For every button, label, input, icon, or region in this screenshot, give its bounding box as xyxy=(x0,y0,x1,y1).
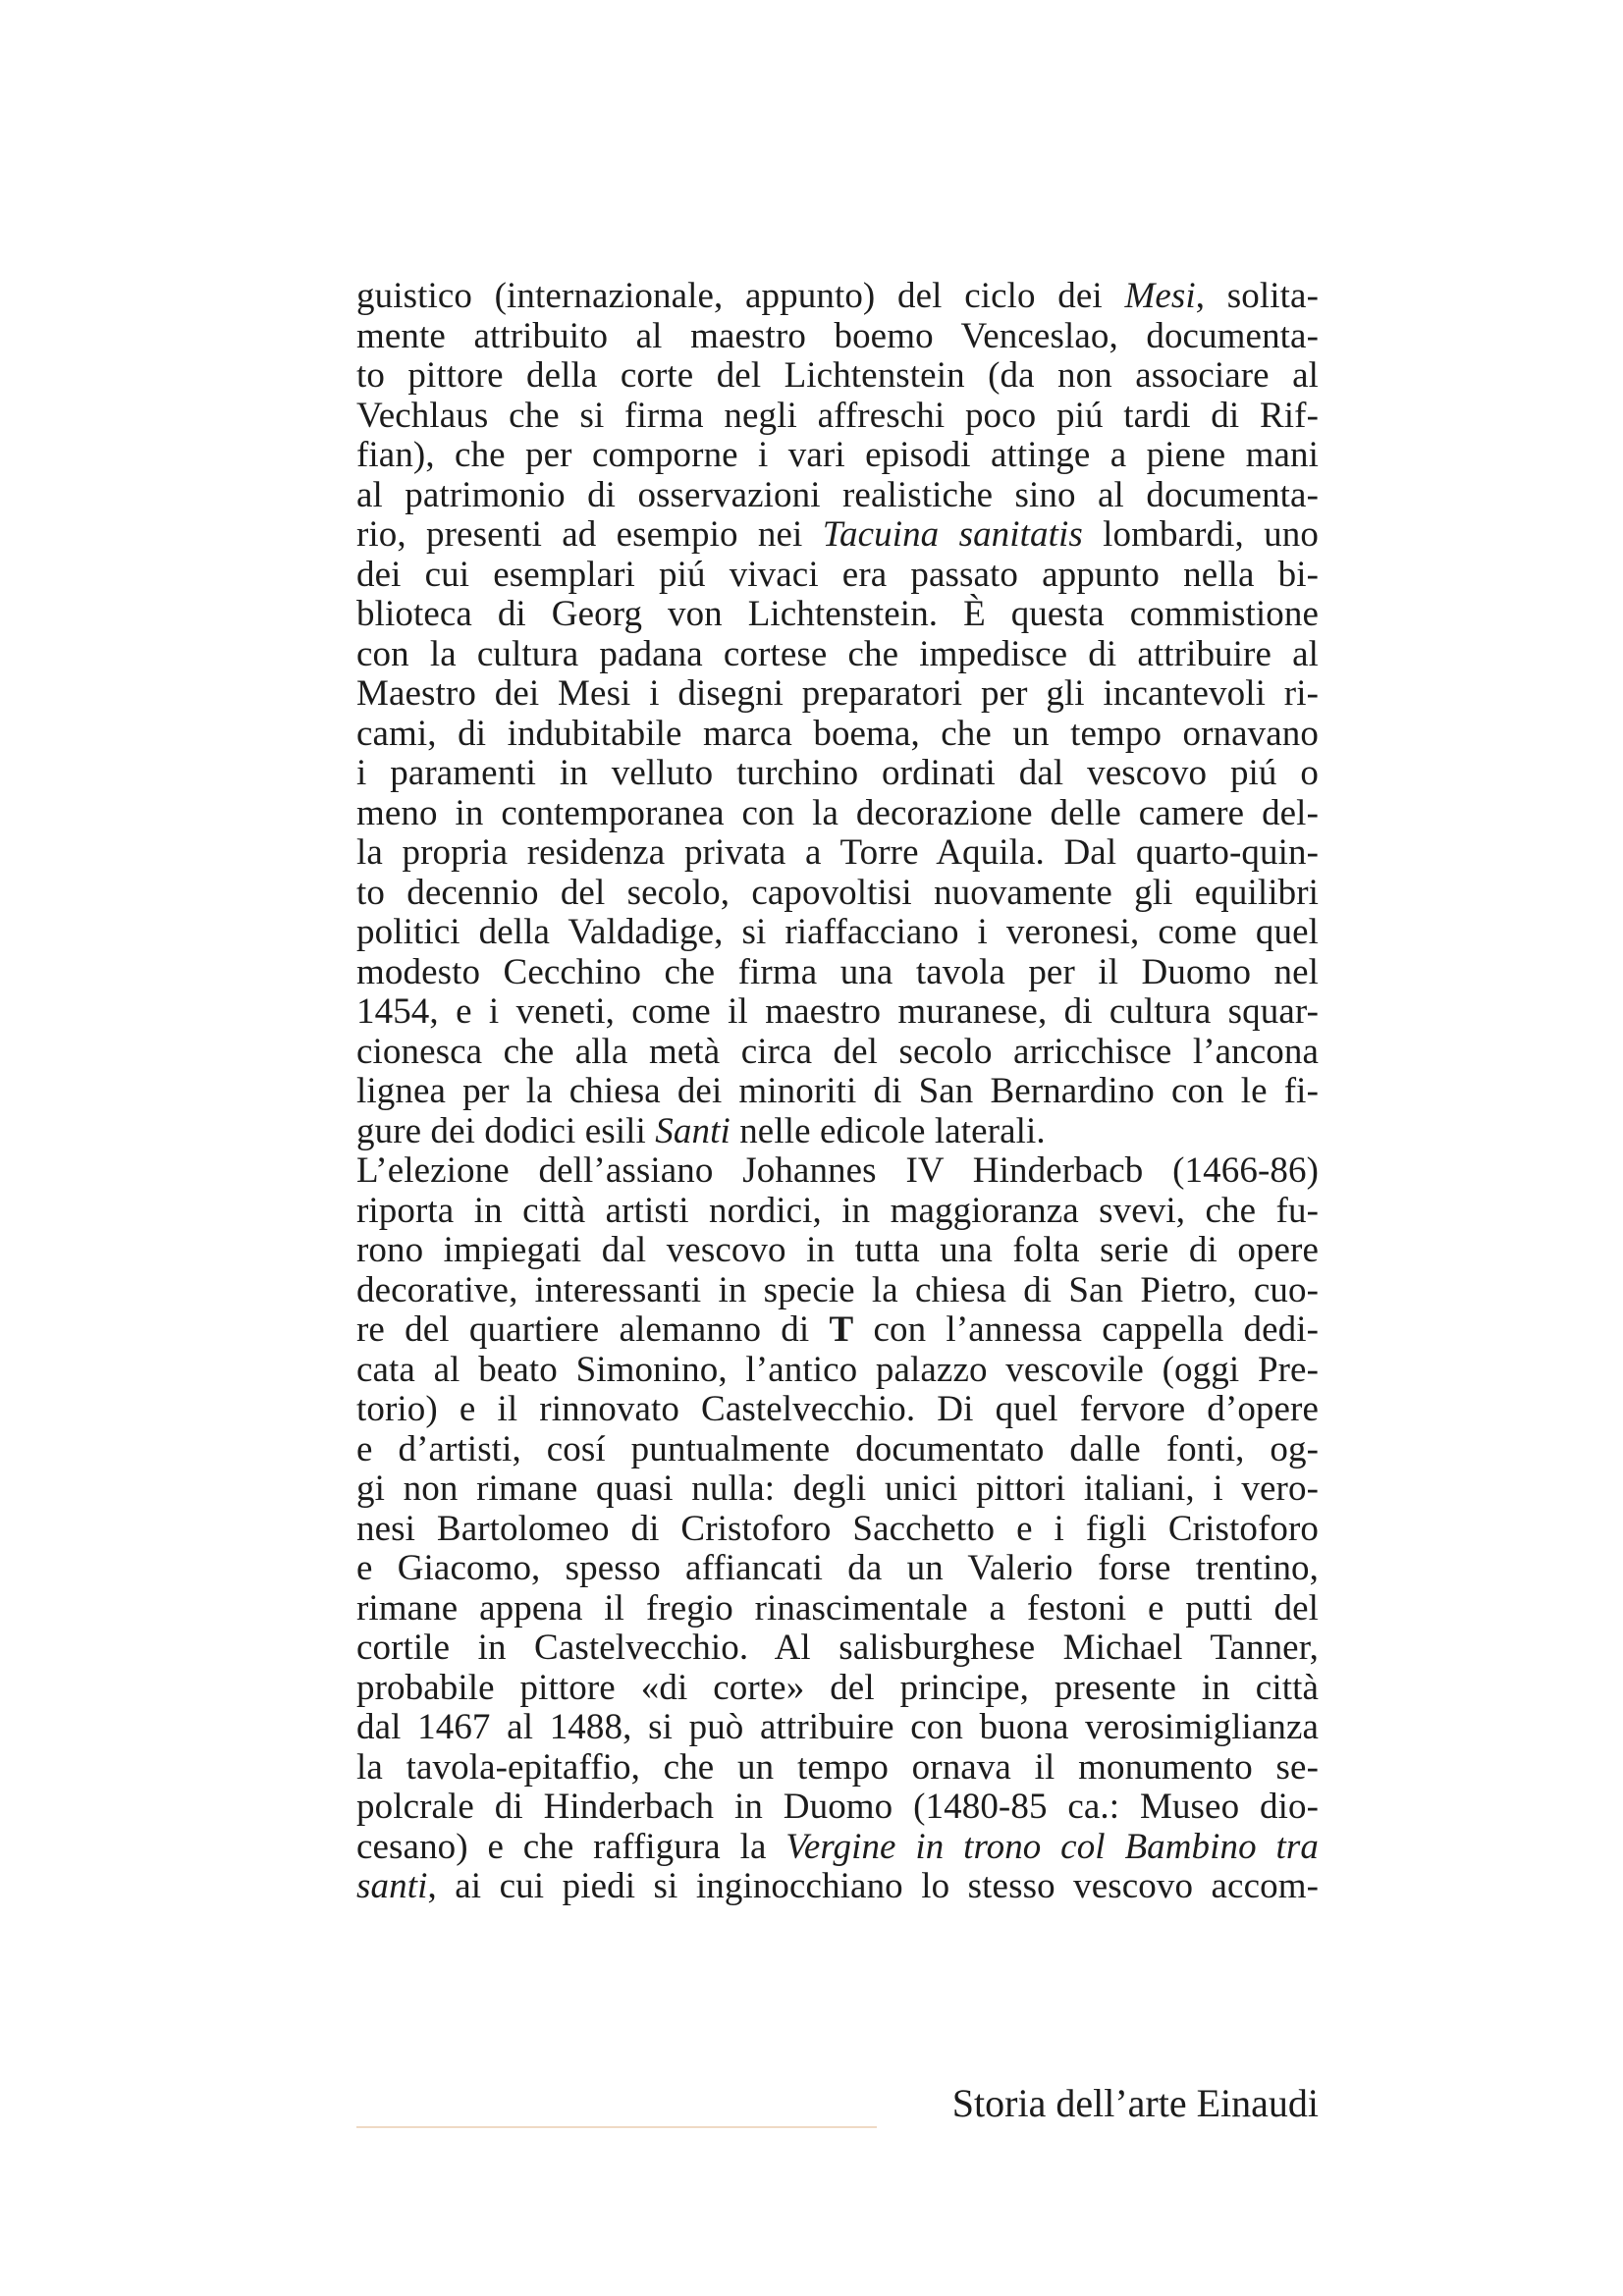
footer-rule xyxy=(356,2126,877,2128)
text-line xyxy=(356,1510,1319,1550)
footer-title: Storia dell’arte Einaudi xyxy=(951,2081,1319,2125)
text-line xyxy=(356,1033,1319,1073)
text-run: nesi Bartolomeo di Cristoforo Sacchetto e i figli Cristoforo xyxy=(356,1508,1319,1549)
text-line xyxy=(356,874,1319,914)
text-run: modesto Cecchino che firma una tavola per il Duomo nel xyxy=(356,951,1319,992)
text-line xyxy=(356,674,1319,715)
text-run: fian), che per comporne i vari episodi attinge a piene mani xyxy=(356,435,1319,475)
text-run: dal 1467 al 1488, si può attribuire con buona verosimiglianza xyxy=(356,1707,1319,1747)
text-line xyxy=(356,1231,1319,1271)
text-run: i paramenti in velluto turchino ordinati dal vescovo piú o xyxy=(356,753,1319,793)
text-run: , solita- xyxy=(1195,276,1319,316)
italic-title: Tacuina sanitatis xyxy=(822,514,1083,555)
page-footer xyxy=(356,2079,1319,2128)
text-line xyxy=(356,1310,1319,1351)
text-run: lombardi, uno xyxy=(1082,514,1319,555)
text-line xyxy=(356,515,1319,556)
text-line xyxy=(356,953,1319,993)
text-run: la propria residenza privata a Torre Aquila. Dal quarto-quin- xyxy=(356,832,1319,873)
text-run: cesano) e che raffigura la xyxy=(356,1826,786,1867)
text-run: gi non rimane quasi nulla: degli unici pittori italiani, i vero- xyxy=(356,1468,1319,1509)
text-run: mente attribuito al maestro boemo Venceslao, documenta- xyxy=(356,315,1319,356)
text-run: decorative, interessanti in specie la chiesa di San Pietro, cuo- xyxy=(356,1269,1319,1310)
text-run: cami, di indubitabile marca boema, che un tempo ornavano xyxy=(356,713,1319,754)
text-run: re del quartiere alemanno di xyxy=(356,1309,830,1350)
text-run: dei cui esemplari piú vivaci era passato appunto nella bi- xyxy=(356,554,1319,595)
text-line xyxy=(356,635,1319,675)
bold-letter: T xyxy=(829,1309,854,1350)
text-line xyxy=(356,1151,1319,1192)
text-line xyxy=(356,1192,1319,1232)
text-run: cionesca che alla metà circa del secolo arricchisce l’ancona xyxy=(356,1031,1319,1072)
text-line xyxy=(356,1708,1319,1748)
text-line xyxy=(356,1669,1319,1709)
text-line xyxy=(356,1828,1319,1868)
text-line xyxy=(356,1112,1319,1152)
text-line xyxy=(356,1072,1319,1112)
text-run: polcrale di Hinderbach in Duomo (1480-85 ca.: Museo dio- xyxy=(356,1787,1319,1827)
text-line xyxy=(356,277,1319,317)
body-text xyxy=(356,277,1319,1907)
text-line xyxy=(356,317,1319,357)
text-line xyxy=(356,1748,1319,1789)
text-line xyxy=(356,833,1319,874)
text-line xyxy=(356,595,1319,635)
italic-title: santi xyxy=(356,1866,428,1906)
text-run: cata al beato Simonino, l’antico palazzo vescovile (oggi Pre- xyxy=(356,1349,1319,1390)
text-line xyxy=(356,356,1319,397)
text-line xyxy=(356,1788,1319,1828)
text-run: con l’annessa cappella dedi- xyxy=(853,1309,1320,1350)
text-line xyxy=(356,1390,1319,1430)
text-run: riporta in città artisti nordici, in maggioranza svevi, che fu- xyxy=(356,1190,1319,1231)
text-run: rono impiegati dal vescovo in tutta una folta serie di opere xyxy=(356,1230,1319,1270)
text-run: Maestro dei Mesi i disegni preparatori per gli incantevoli ri- xyxy=(356,673,1319,714)
text-run: al patrimonio di osservazioni realistiche sino al documenta- xyxy=(356,474,1319,515)
text-run: probabile pittore «di corte» del principe, presente in città xyxy=(356,1667,1319,1708)
text-line xyxy=(356,1629,1319,1669)
text-run: gure dei dodici esili xyxy=(356,1110,656,1151)
text-line xyxy=(356,992,1319,1033)
text-run: rimane appena il fregio rinascimentale a festoni e putti del xyxy=(356,1587,1319,1629)
text-run: nelle edicole laterali. xyxy=(730,1110,1046,1151)
text-run: Vechlaus che si firma negli affreschi poco piú tardi di Rif- xyxy=(356,395,1319,436)
text-run: politici della Valdadige, si riaffacciano i veronesi, come quel xyxy=(356,912,1319,952)
text-run: con la cultura padana cortese che impedisce di attribuire al xyxy=(356,633,1319,674)
text-run: torio) e il rinnovato Castelvecchio. Di quel fervore d’opere xyxy=(356,1389,1319,1429)
text-run: meno in contemporanea con la decorazione delle camere del- xyxy=(356,792,1319,833)
text-run: , ai cui piedi si inginocchiano lo stesso vescovo accom- xyxy=(427,1866,1319,1906)
text-run: to pittore della corte del Lichtenstein (da non associare al xyxy=(356,355,1319,396)
text-run: cortile in Castelvecchio. Al salisburghese Michael Tanner, xyxy=(356,1628,1319,1668)
text-run: e Giacomo, spesso affiancati da un Valerio forse trentino, xyxy=(356,1548,1319,1588)
text-run: to decennio del secolo, capovoltisi nuovamente gli equilibri xyxy=(356,872,1319,913)
text-line xyxy=(356,913,1319,953)
text-run: lignea per la chiesa dei minoriti di San Bernardino con le fi- xyxy=(356,1071,1319,1111)
text-run: rio, presenti ad esempio nei xyxy=(356,514,823,555)
text-line xyxy=(356,754,1319,794)
text-run: la tavola-epitaffio, che un tempo ornava il monumento se- xyxy=(356,1746,1319,1788)
text-run: 1454, e i veneti, come il maestro muranese, di cultura squar- xyxy=(356,991,1319,1032)
text-line xyxy=(356,715,1319,755)
text-line xyxy=(356,1351,1319,1391)
italic-title: Vergine in trono col Bambino tra xyxy=(785,1826,1319,1867)
text-line xyxy=(356,476,1319,516)
text-line xyxy=(356,1430,1319,1470)
text-line xyxy=(356,1589,1319,1629)
text-line xyxy=(356,397,1319,437)
italic-title: Mesi xyxy=(1124,276,1196,316)
text-run: blioteca di Georg von Lichtenstein. È questa commistione xyxy=(356,594,1319,634)
text-line xyxy=(356,1469,1319,1510)
text-run: guistico (internazionale, appunto) del ciclo dei xyxy=(356,276,1125,316)
italic-title: Santi xyxy=(655,1110,730,1151)
text-line xyxy=(356,1867,1319,1907)
text-line xyxy=(356,1271,1319,1311)
text-line xyxy=(356,556,1319,596)
text-line xyxy=(356,794,1319,834)
text-run: L’elezione dell’assiano Johannes IV Hinderbacb (1466-86) xyxy=(356,1150,1319,1191)
text-line xyxy=(356,1549,1319,1589)
text-line xyxy=(356,436,1319,476)
text-run: e d’artisti, cosí puntualmente documentato dalle fonti, og- xyxy=(356,1428,1319,1469)
